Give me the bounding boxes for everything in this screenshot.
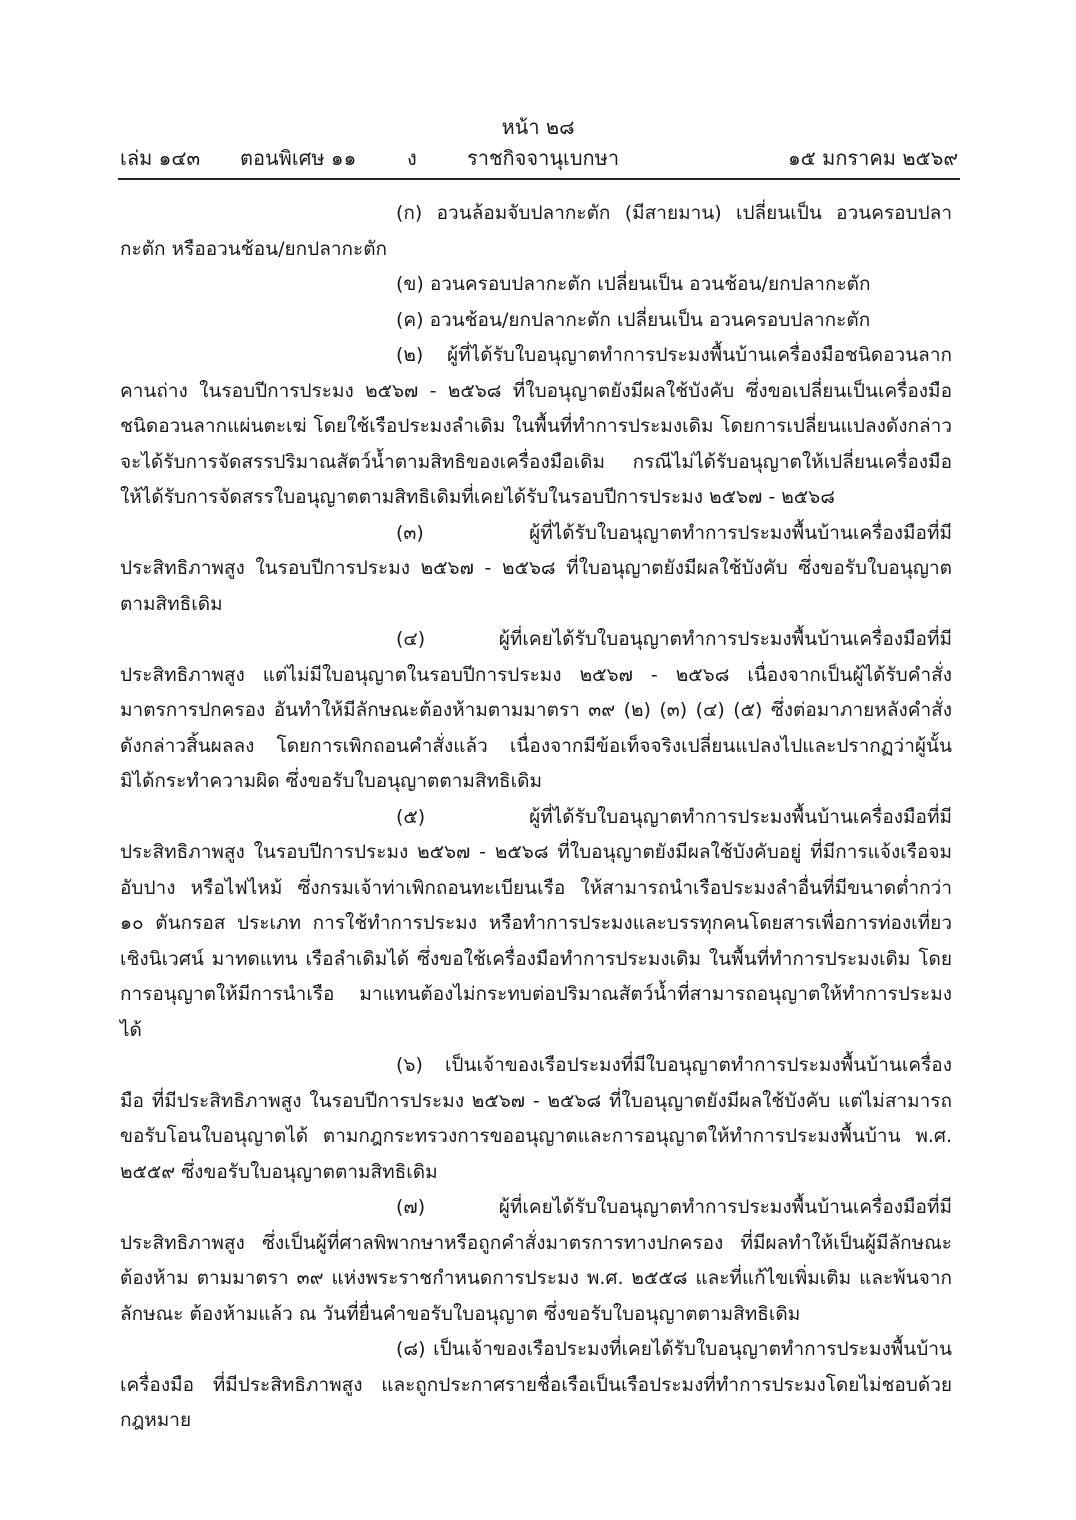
paragraph-4: (๔) ผู้ที่เคยได้รับใบอนุญาตทำการประมงพื้นบ้านเครื่องมือที่มีประสิทธิภาพสูง แต่ไม่มีใบอนุญาตในรอบปีการประมง ๒๕๖๗ - ๒๕๖๘ เนื่องจากเป็นผู้ได้รับคำสั่งมาตรการปกครอง อันทำให้มีลักษณะต้องห้ามตามมาตรา ๓๙ (๒) (๓) (๔) (๕) ซึ่งต่อมาภายหลังคำสั่งดังกล่าวสิ้นผลลง โดยการเพิกถอนคำสั่งแล้ว เนื่องจากมีข้อเท็จจริงเปลี่ยนแปลงไปและปรากฏว่าผู้นั้นมิได้กระทำความผิด ซึ่งขอรับใบอนุญาตตามสิทธิเดิม: [120, 628, 952, 792]
journal-name: ราชกิจจานุเบกษา: [467, 146, 620, 170]
paragraph-6: (๖) เป็นเจ้าของเรือประมงที่มีใบอนุญาตทำการประมงพื้นบ้านเครื่องมือ ที่มีประสิทธิภาพสูง ในรอบปีการประมง ๒๕๖๗ - ๒๕๖๘ ที่ใบอนุญาตยังมีผลใช้บังคับ แต่ไม่สามารถ ขอรับโอนใบอนุญาตได้ ตามกฎกระทรวงการขออนุญาตและการอนุญาตให้ทำการประมงพื้นบ้าน พ.ศ. ๒๕๕๙ ซึ่งขอรับใบอนุญาตตามสิทธิเดิม: [120, 1054, 952, 1183]
paragraph-kho: (ข) อวนครอบปลากะตัก เปลี่ยนเป็น อวนช้อน/ยกปลากะตัก: [396, 273, 871, 295]
paragraph-5: (๕) ผู้ที่ได้รับใบอนุญาตทำการประมงพื้นบ้านเครื่องมือที่มีประสิทธิภาพสูง ในรอบปีการประมง ๒๕๖๗ - ๒๕๖๘ ที่ใบอนุญาตยังมีผลใช้บังคับอยู่ ที่มีการแจ้งเรือจม อับปาง หรือไฟไหม้ ซึ่งกรมเจ้าท่าเพิกถอนทะเบียนเรือ ให้สามารถนำเรือประมงลำอื่นที่มีขนาดต่ำกว่า ๑๐ ตันกรอส ประเภท การใช้ทำการประมง หรือทำการประมงและบรรทุกคนโดยสารเพื่อการท่องเที่ยวเชิงนิเวศน์ มาทดแทน เรือลำเดิมได้ ซึ่งขอใช้เครื่องมือทำการประมงเดิม ในพื้นที่ทำการประมงเดิม โดยการอนุญาตให้มีการนำเรือ มาแทนต้องไม่กระทบต่อปริมาณสัตว์น้ำที่สามารถอนุญาตให้ทำการประมงได้: [120, 805, 952, 1041]
paragraph-kho-khwai: (ค) อวนช้อน/ยกปลากะตัก เปลี่ยนเป็น อวนครอบปลากะตัก: [396, 308, 871, 331]
paragraph-ka: (ก) อวนล้อมจับปลากะตัก (มีสายมาน) เปลี่ยนเป็น อวนครอบปลากะตัก หรืออวนช้อน/ยกปลากะตัก: [120, 202, 952, 260]
paragraph-2: (๒) ผู้ที่ได้รับใบอนุญาตทำการประมงพื้นบ้านเครื่องมือชนิดอวนลากคานถ่าง ในรอบปีการประมง ๒๕๖๗ - ๒๕๖๘ ที่ใบอนุญาตยังมีผลใช้บังคับ ซึ่งขอเปลี่ยนเป็นเครื่องมือชนิดอวนลากแผ่นตะเฆ่ โดยใช้เรือประมงลำเดิม ในพื้นที่ทำการประมงเดิม โดยการเปลี่ยนแปลงดังกล่าวจะได้รับการจัดสรรปริมาณสัตว์น้ำตามสิทธิของเครื่องมือเดิม กรณีไม่ได้รับอนุญาตให้เปลี่ยนเครื่องมือให้ได้รับการจัดสรรใบอนุญาตตามสิทธิเดิมที่เคยได้รับในรอบปีการประมง ๒๕๖๗ - ๒๕๖๘: [120, 344, 952, 508]
paragraph-8: (๘) เป็นเจ้าของเรือประมงที่เคยได้รับใบอนุญาตทำการประมงพื้นบ้านเครื่องมือ ที่มีประสิทธิภาพสูง และถูกประกาศรายชื่อเรือเป็นเรือประมงที่ทำการประมงโดยไม่ชอบด้วยกฎหมาย: [120, 1338, 952, 1431]
header-divider: [118, 178, 960, 180]
document-body: [120, 196, 952, 1439]
page-number: หน้า ๒๘: [501, 115, 575, 139]
publish-date: ๑๕ มกราคม ๒๕๖๙: [787, 146, 958, 170]
paragraph-3: (๓) ผู้ที่ได้รับใบอนุญาตทำการประมงพื้นบ้านเครื่องมือที่มีประสิทธิภาพสูง ในรอบปีการประมง ๒๕๖๗ - ๒๕๖๘ ที่ใบอนุญาตยังมีผลใช้บังคับ ซึ่งขอรับใบอนุญาตตามสิทธิเดิม: [120, 521, 952, 615]
paragraph-7: (๗) ผู้ที่เคยได้รับใบอนุญาตทำการประมงพื้นบ้านเครื่องมือที่มีประสิทธิภาพสูง ซึ่งเป็นผู้ที่ศาลพิพากษาหรือถูกคำสั่งมาตรการทางปกครอง ที่มีผลทำให้เป็นผู้มีลักษณะต้องห้าม ตามมาตรา ๓๙ แห่งพระราชกำหนดการประมง พ.ศ. ๒๕๕๘ และที่แก้ไขเพิ่มเติม และพ้นจากลักษณะ ต้องห้ามแล้ว ณ วันที่ยื่นคำขอรับใบอนุญาต ซึ่งขอรับใบอนุญาตตามสิทธิเดิม: [120, 1196, 952, 1325]
volume-number: เล่ม ๑๔๓: [120, 146, 201, 170]
section-sub: ง: [407, 146, 417, 170]
section-number: ตอนพิเศษ ๑๑: [240, 146, 357, 170]
gazette-header: [120, 143, 958, 175]
